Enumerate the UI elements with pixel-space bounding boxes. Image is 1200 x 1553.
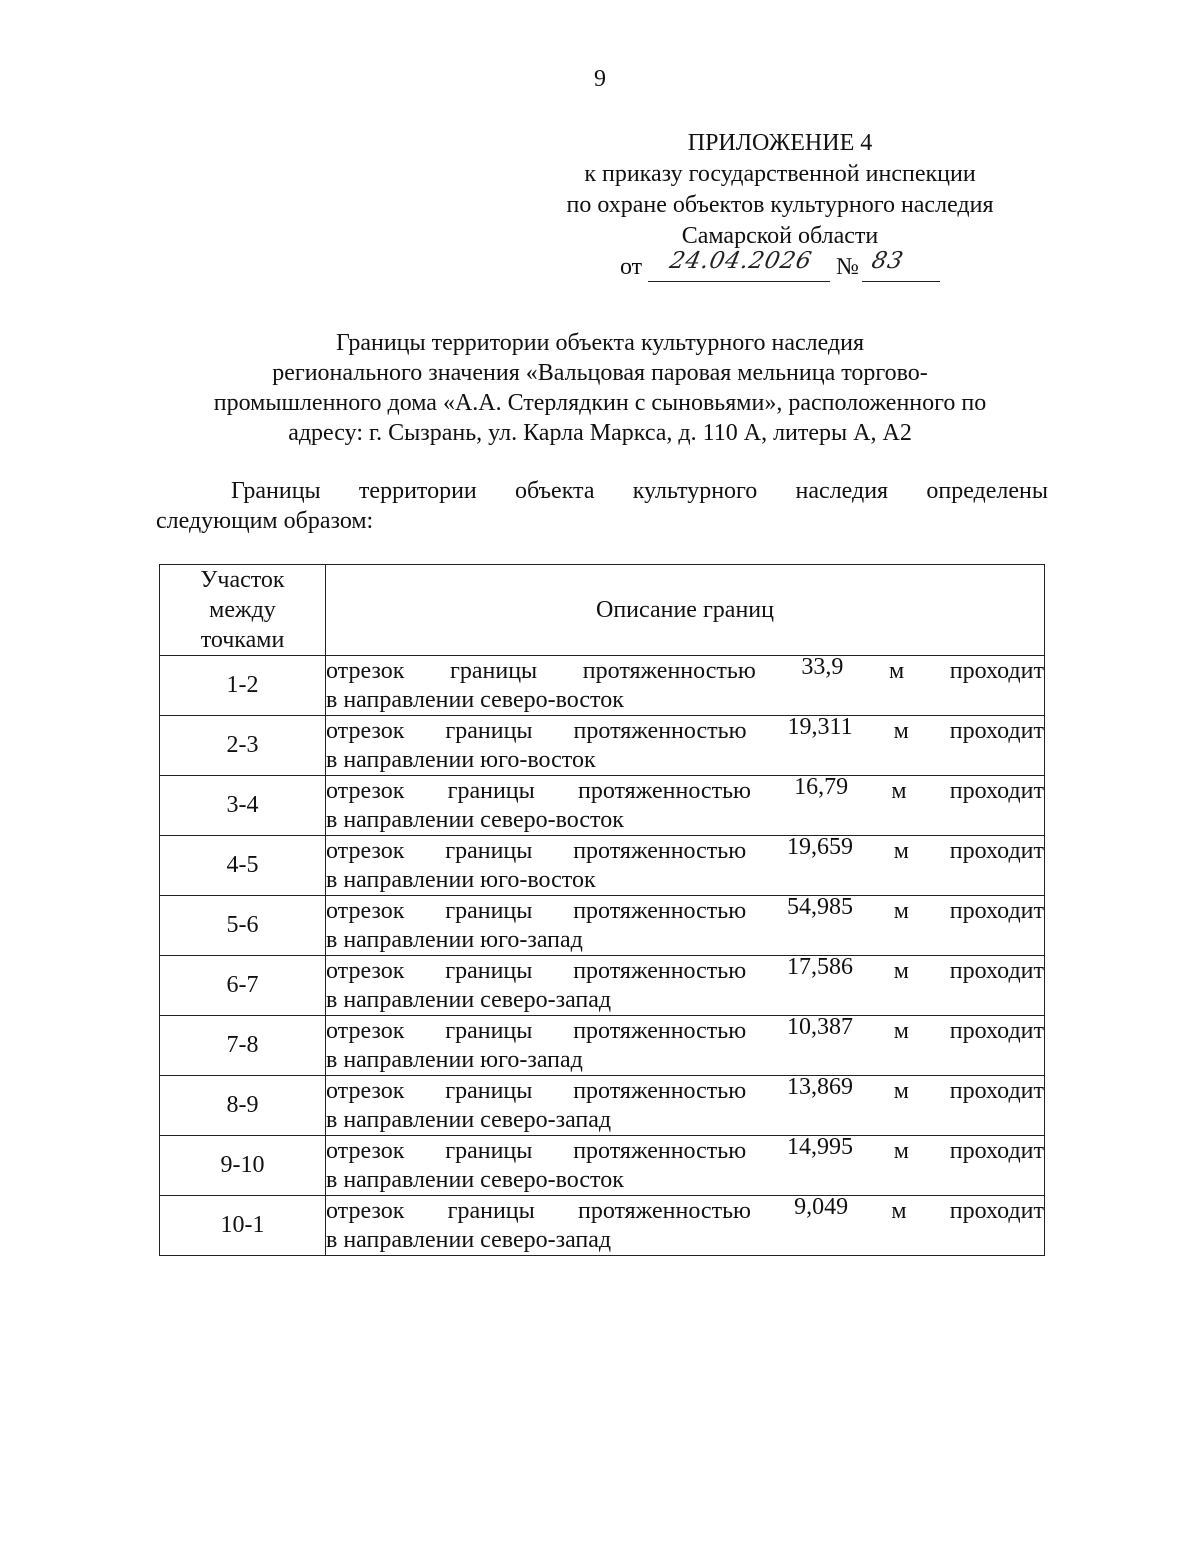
- description-cell: [326, 773, 1045, 836]
- desc-word: проходит: [949, 657, 1044, 684]
- desc-word: границы: [445, 897, 533, 924]
- desc-word: границы: [447, 1197, 535, 1224]
- segment-cell: 3-4: [160, 776, 326, 836]
- segment-cell: 10-1: [160, 1196, 326, 1256]
- header-segment: [160, 565, 326, 656]
- number-underline: [862, 281, 940, 282]
- direction-text: в направлении северо-восток: [326, 686, 624, 713]
- table-row: [160, 1196, 1045, 1256]
- table-row: [160, 896, 1045, 956]
- direction-text: в направлении юго-восток: [326, 746, 596, 773]
- segment-cell: 8-9: [160, 1076, 326, 1136]
- desc-word: проходит: [949, 777, 1044, 804]
- direction-text: в направлении северо-запад: [326, 986, 612, 1013]
- desc-word: границы: [445, 1137, 533, 1164]
- desc-word: проходит: [949, 717, 1044, 744]
- segment-length: 19,659: [786, 833, 853, 860]
- direction-text: в направлении юго-запад: [326, 1046, 583, 1073]
- description-cell: [326, 713, 1045, 776]
- desc-word: проходит: [949, 837, 1044, 864]
- description-cell: [326, 953, 1045, 1016]
- appendix-line-3: Самарской области: [681, 223, 879, 249]
- desc-word: протяженностью: [573, 837, 747, 864]
- desc-word: отрезок: [326, 777, 405, 804]
- length-unit: м: [891, 777, 907, 804]
- table-row: [160, 836, 1045, 896]
- table-row: [160, 1016, 1045, 1076]
- direction-text: в направлении юго-восток: [326, 866, 596, 893]
- segment-length: 16,79: [794, 773, 849, 800]
- table-row: [160, 1076, 1045, 1136]
- desc-word: границы: [445, 1077, 533, 1104]
- segment-cell: 1-2: [160, 656, 326, 716]
- desc-word: отрезок: [326, 1197, 405, 1224]
- desc-word: отрезок: [326, 1017, 405, 1044]
- title-line-4: адресу: г. Сызрань, ул. Карла Маркса, д. 110 А, литеры А, А2: [288, 420, 912, 446]
- header-segment-line: между: [209, 597, 276, 623]
- desc-word: отрезок: [326, 717, 405, 744]
- desc-word: протяженностью: [573, 1077, 747, 1104]
- table-row: [160, 716, 1045, 776]
- segment-length: 17,586: [786, 953, 853, 980]
- desc-word: протяженностью: [577, 777, 751, 804]
- segment-length: 13,869: [786, 1073, 853, 1100]
- desc-word: протяженностью: [573, 1017, 747, 1044]
- direction-text: в направлении северо-восток: [326, 1166, 624, 1193]
- segment-length: 10,387: [786, 1013, 853, 1040]
- date-underline: [648, 281, 830, 282]
- desc-word: отрезок: [326, 1077, 405, 1104]
- desc-word: проходит: [949, 1077, 1044, 1104]
- segment-cell: 9-10: [160, 1136, 326, 1196]
- length-unit: м: [893, 717, 909, 744]
- description-cell: [326, 1013, 1045, 1076]
- length-unit: м: [893, 1137, 909, 1164]
- segment-cell: 2-3: [160, 716, 326, 776]
- header-description: Описание границ: [326, 565, 1045, 656]
- boundaries-table: [159, 564, 1045, 1256]
- segment-length: 33,9: [801, 653, 844, 680]
- segment-cell: 5-6: [160, 896, 326, 956]
- table-row: [160, 1136, 1045, 1196]
- desc-word: проходит: [949, 1197, 1044, 1224]
- length-unit: м: [893, 957, 909, 984]
- document-title: [120, 328, 1080, 448]
- desc-word: границы: [445, 957, 533, 984]
- appendix-line-2: по охране объектов культурного наследия: [566, 192, 994, 218]
- appendix-heading: ПРИЛОЖЕНИЕ 4: [687, 130, 873, 156]
- table-row: [160, 656, 1045, 716]
- desc-word: границы: [445, 1017, 533, 1044]
- desc-word: протяженностью: [573, 717, 747, 744]
- title-line-2: регионального значения «Вальцовая паровая мельница торгово-: [272, 360, 928, 386]
- description-cell: [326, 1073, 1045, 1136]
- desc-word: отрезок: [326, 657, 405, 684]
- desc-word: протяженностью: [573, 897, 747, 924]
- table-header-row: [160, 565, 1045, 656]
- desc-word: проходит: [949, 1137, 1044, 1164]
- length-unit: м: [893, 1077, 909, 1104]
- title-line-1: Границы территории объекта культурного наследия: [335, 330, 865, 356]
- desc-word: границы: [447, 777, 535, 804]
- segment-length: 19,311: [787, 713, 853, 740]
- number-prefix: №: [836, 254, 859, 280]
- desc-word: отрезок: [326, 837, 405, 864]
- intro-paragraph: [156, 476, 1048, 536]
- desc-word: отрезок: [326, 1137, 405, 1164]
- table-row: [160, 956, 1045, 1016]
- desc-word: границы: [445, 717, 533, 744]
- header-segment-line: точками: [200, 627, 285, 653]
- description-cell: [326, 1133, 1045, 1196]
- description-cell: [326, 653, 1045, 716]
- handwritten-number: 83: [869, 248, 907, 274]
- length-unit: м: [888, 657, 905, 684]
- direction-text: в направлении северо-запад: [326, 1226, 612, 1253]
- desc-word: протяженностью: [573, 1137, 747, 1164]
- length-unit: м: [893, 1017, 909, 1044]
- direction-text: в направлении северо-восток: [326, 806, 624, 833]
- desc-word: проходит: [949, 957, 1044, 984]
- direction-text: в направлении северо-запад: [326, 1106, 612, 1133]
- segment-length: 54,985: [786, 893, 853, 920]
- intro-line-1: Границы территории объекта культурного наследия определены: [231, 478, 1048, 504]
- appendix-block: [520, 128, 1040, 283]
- segment-length: 14,995: [786, 1133, 853, 1160]
- title-line-3: промышленного дома «А.А. Стерлядкин с сыновьями», расположенного по: [213, 390, 987, 416]
- description-cell: [326, 1193, 1045, 1256]
- length-unit: м: [893, 897, 909, 924]
- length-unit: м: [891, 1197, 907, 1224]
- description-cell: [326, 833, 1045, 896]
- desc-word: границы: [450, 657, 538, 684]
- desc-word: отрезок: [326, 957, 405, 984]
- desc-word: протяженностью: [582, 657, 756, 684]
- segment-cell: 4-5: [160, 836, 326, 896]
- desc-word: отрезок: [326, 897, 405, 924]
- date-prefix: от: [620, 254, 643, 280]
- table-row: [160, 776, 1045, 836]
- desc-word: проходит: [949, 1017, 1044, 1044]
- segment-cell: 7-8: [160, 1016, 326, 1076]
- description-cell: [326, 893, 1045, 956]
- handwritten-date: 24.04.2026: [667, 248, 815, 274]
- order-date-number-line: [520, 248, 1040, 283]
- segment-cell: 6-7: [160, 956, 326, 1016]
- segment-length: 9,049: [794, 1193, 849, 1220]
- desc-word: протяженностью: [573, 957, 747, 984]
- intro-line-2: следующим образом:: [156, 508, 374, 534]
- desc-word: границы: [445, 837, 533, 864]
- header-segment-line: Участок: [200, 567, 285, 593]
- direction-text: в направлении юго-запад: [326, 926, 583, 953]
- appendix-line-1: к приказу государственной инспекции: [584, 161, 976, 187]
- desc-word: проходит: [949, 897, 1044, 924]
- desc-word: протяженностью: [577, 1197, 751, 1224]
- length-unit: м: [893, 837, 909, 864]
- page-number: 9: [594, 66, 606, 92]
